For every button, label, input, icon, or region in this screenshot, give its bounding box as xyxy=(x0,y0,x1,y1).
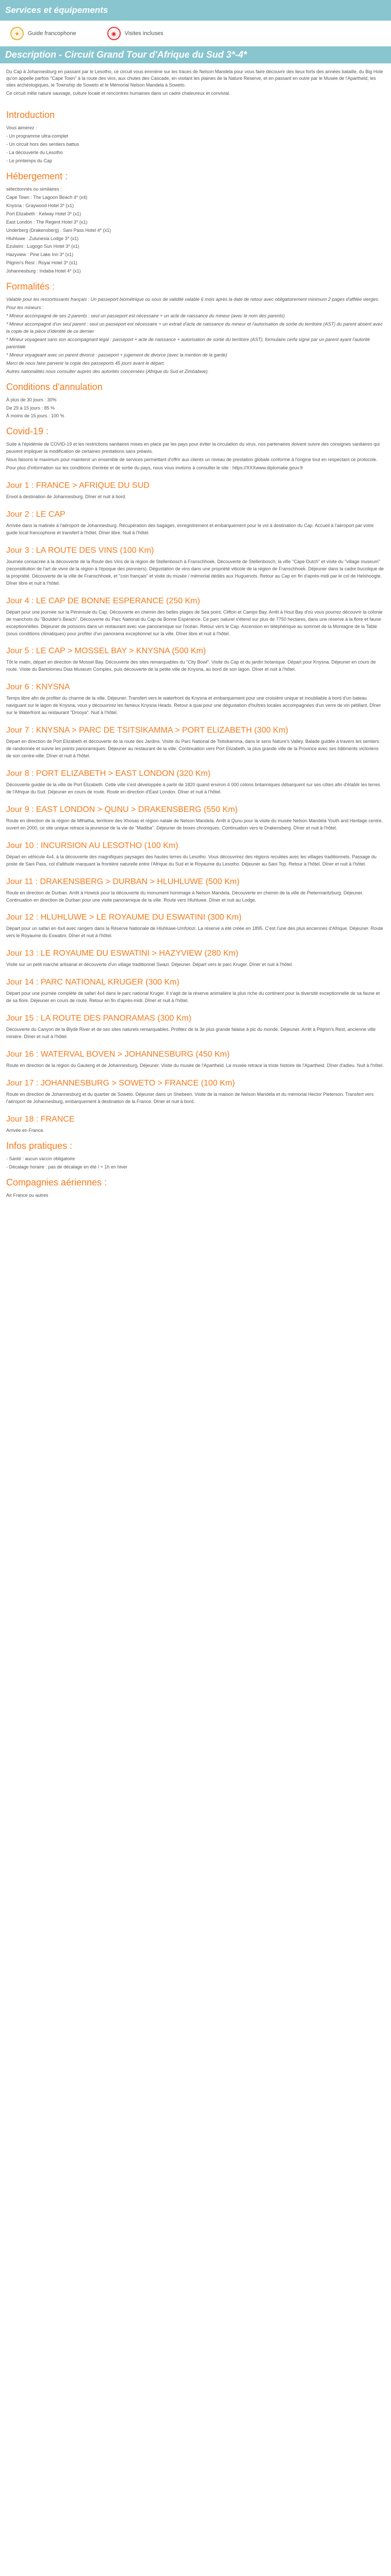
day-title: Jour 1 : FRANCE > AFRIQUE DU SUD xyxy=(6,481,150,490)
conditions-line: À moins de 15 jours : 100 % xyxy=(6,413,64,419)
covid-paragraph: Nous faisons le maximum pour maintenir un ensemble de services permettant d'offrir aux clients un niveau de prestation globale conforme à l'origine tout en respectant ce protocole. xyxy=(6,457,378,463)
day-title: Jour 8 : PORT ELIZABETH > EAST LONDON (320 Km) xyxy=(6,769,211,778)
day-text: Départ pour un safari en 4x4 avec rangers dans la Réserve Nationale de Hluhluwe-Umfolozi. La réserve a été créée en 1895. C'est l'une des plus anciennes d'Afrique. Déjeuner. Route vers le Royaume du Eswatini. Dîner et nuit à l'hôtel. xyxy=(6,926,383,939)
day-13 xyxy=(6,949,385,969)
day-title: Jour 7 : KNYSNA > PARC DE TSITSIKAMMA > PORT ELIZABETH (300 Km) xyxy=(6,726,288,735)
introduction-line: - Un circuit hors des sentiers battus xyxy=(6,142,79,147)
day-text: Découverte guidée de la ville de Port Elizabeth. Cette ville s'est développée à partir de 1820 quand environ 4 000 colons britanniques débarquent sur ses côtes afin d'établir les terres de l'Afrique du Sud. Déjeuner en cours de route. Route en direction d'East London. Dîner et nuit à l'hôtel. xyxy=(6,782,380,794)
day-title: Jour 3 : LA ROUTE DES VINS (100 Km) xyxy=(6,546,154,555)
itinerary xyxy=(0,481,391,1134)
infos-body xyxy=(6,1156,385,1171)
formalites-paragraph: * Mineur accompagné de ses 2 parents : seul un passeport est nécessaire + un acte de naissance du mineur (avec le nom des parents) xyxy=(6,313,285,319)
day-title: Jour 5 : LE CAP > MOSSEL BAY > KNYSNA (500 Km) xyxy=(6,647,206,656)
compagnies-line: Air France ou autres xyxy=(6,1192,48,1198)
day-title: Jour 16 : WATERVAL BOVEN > JOHANNESBURG (450 Km) xyxy=(6,1050,230,1059)
introduction-line: - Le printemps du Cap xyxy=(6,158,53,163)
day-text: Départ en direction de Port Elizabeth et découverte de la route des Jardins. Visite du Parc National de Tsitsikamma, dans le sens Nature's Valley. Balade guidée à travers les sentiers de randonnée et suivre les points panoramiques. Déjeuner au restaurant de la ville. Continuation vers Port Elizabeth, la plus grande ville de la Province avec ses bâtiments victoriens de son centre-ville. Dîner et nuit à l'hôtel. xyxy=(6,739,379,758)
day-title: Jour 14 : PARC NATIONAL KRUGER (300 Km) xyxy=(6,978,180,987)
day-text: Arrivée en France. xyxy=(6,1127,45,1133)
day-5 xyxy=(6,647,385,673)
day-18 xyxy=(6,1115,385,1134)
day-3 xyxy=(6,546,385,587)
description-band xyxy=(0,46,391,63)
day-15 xyxy=(6,1014,385,1041)
day-title: Jour 11 : DRAKENSBERG > DURBAN > HLUHLUWE (500 Km) xyxy=(6,877,240,886)
introduction-body xyxy=(6,125,385,165)
conditions-line: De 29 à 15 jours : 85 % xyxy=(6,405,55,411)
services-title: Services et équipements xyxy=(5,5,108,15)
formalites-paragraph: Merci de nous faire parvenir la copie des passeports 45 jours avant le départ. xyxy=(6,360,165,366)
covid-paragraph: Suite à l'épidémie de COVID-19 et les restrictions sanitaires mises en place par les pays pour éviter la circulation du virus, nos partenaires doivent suivre des consignes sanitaires qui peuvent impliquer la modification de certaines prestations sans préavis. xyxy=(6,442,380,454)
hebergement-line: sélectionnés ou similaires : xyxy=(6,186,62,192)
hebergement-line: Port Elizabeth : Kelway Hotel 3* (x1) xyxy=(6,211,82,216)
day-title: Jour 4 : LE CAP DE BONNE ESPERANCE (250 Km) xyxy=(6,596,200,605)
hebergement-line: Ezulwini : Lugogo Sun Hotel 3* (x1) xyxy=(6,244,79,249)
conditions-body xyxy=(6,397,385,420)
day-text: Visite sur un petit marché artisanal et découverte d'un village traditionnel Swazi. Déjeuner. Départ vers le parc Kruger. Dîner et nuit à l'hôtel. xyxy=(6,962,294,968)
service-guide xyxy=(10,27,76,40)
covid-paragraph: Pour plus d'information sur les conditions d'entrée et de sortie du pays, nous vous invitons à consulter le site : https://XXXwww.diplomatie.gouv.fr xyxy=(6,465,303,471)
hebergement-line: Pilgrim's Rest : Royal Hotel 3* (x1) xyxy=(6,260,77,266)
formalites-paragraph: Pour les mineurs : xyxy=(6,305,44,311)
introduction-line: - La découverte du Lesotho xyxy=(6,150,63,155)
services-band xyxy=(0,0,391,21)
service-visits xyxy=(107,27,164,40)
day-title: Jour 13 : LE ROYAUME DU ESWATINI > HAZYVIEW (280 Km) xyxy=(6,949,239,958)
hebergement-line: Hazyview : Pine Lake Inn 3* (x1) xyxy=(6,252,74,258)
formalites-title: Formalités : xyxy=(6,281,55,292)
day-text: Route en direction de Johannesburg et du quartier de Soweto. Déjeuner dans un Shebeen. Visite de la maison de Nelson Mandela et du mémorial Hector Pieterson. Transfert vers l'aéroport de Johannesburg, embarquement à destination de la France. Dîner et nuit à bord. xyxy=(6,1091,374,1104)
bottom-spacer xyxy=(0,1200,391,1211)
introduction-line: Vous aimerez : xyxy=(6,125,37,131)
description-title: Description - Circuit Grand Tour d'Afrique du Sud 3*-4* xyxy=(5,49,247,60)
guide-francophone-icon: ★ xyxy=(10,27,24,40)
day-text: Journée consacrée à la découverte de la Route des Vins de la région de Stellenbosch à Franschhoek. Découverte de Stellenbosch, la ville "Cape Dutch" et visite du "village museum" (reconstitution de l'art de vivre de la région à l'époque des pionniers). Dégustation de vins dans une propriété viticole de la région de Franschhoek. Déjeuner dans la cadre bucolique de la propriété. Découverte de la ville de Franschhoek, et "coin français" et visite du musée / mémorial dédiés aux Huguenots. Retour au Cap en fin d'après-midi par le col de Helshoogte. Dîner libre et nuit à l'hôtel. xyxy=(6,558,384,586)
day-title: Jour 10 : INCURSION AU LESOTHO (100 Km) xyxy=(6,841,178,850)
hebergement-body xyxy=(6,186,385,275)
service-label: Guide francophone xyxy=(28,30,76,37)
formalites-paragraph: * Mineur voyageant avec un parent divorcé : passeport + jugement de divorce (avec la mention de la garde) xyxy=(6,352,227,358)
visits-included-icon: ◉ xyxy=(107,27,121,40)
day-title: Jour 12 : HLUHLUWE > LE ROYAUME DU ESWATINI (300 Km) xyxy=(6,913,242,922)
hebergement-line: East London : The Regent Hotel 3* (x1) xyxy=(6,219,88,225)
day-title: Jour 17 : JOHANNESBURG > SOWETO > FRANCE (100 Km) xyxy=(6,1078,235,1088)
day-10 xyxy=(6,841,385,868)
introduction-title: Introduction xyxy=(6,110,55,121)
day-2 xyxy=(6,510,385,537)
formalites-paragraph: Valable pour les ressortissants français : Un passeport biométrique ou sous de validité valable 6 mois après la date de retour avec obligatoirement minimum 2 pages d'affilée vierges. xyxy=(6,297,380,302)
day-4 xyxy=(6,597,385,638)
compagnies-title: Compagnies aériennes : xyxy=(6,1177,107,1188)
hebergement-line: Underberg (Drakensberg) : Sani Pass Hotel 4* (x1) xyxy=(6,227,111,233)
day-17 xyxy=(6,1079,385,1106)
day-text: Départ pour une journée sur la Péninsule du Cap. Découverte en chemin des belles plages de Sea point, Clifton et Camps Bay. Arrêt à Hout Bay d'où vous pourrez découvrir la colonie de manchots du "Boulder's Beach". Découverte du Parc National du Cap de Bonne Espérance. Ce parc naturel s'étend sur plus de 7750 hectares, dans une réserve à la flore et faune exceptionnelles. Déjeuner de poissons dans un restaurant avec vue panoramique sur l'océan. Retour vers le Cap. Ascension en téléphérique au sommet de la Montagne de la Table (sous conditions climatiques) pour profiter d'un panorama exceptionnel sur la ville. Dîner libre et nuit à l'hôtel. xyxy=(6,609,383,636)
covid-body xyxy=(6,441,385,472)
conditions-line: À plus de 30 jours : 30% xyxy=(6,397,57,402)
day-text: Arrivée dans la matinée à l'aéroport de Johannesburg. Récupération des bagages, enregistrement et embarquement pour le vol à destination du Cap. Accueil à l'aéroport par votre guide local francophone et transfert à l'hôtel. Dîner libre. Nuit à l'hôtel. xyxy=(6,523,374,535)
day-16 xyxy=(6,1050,385,1070)
infos-line: - Décalage horaire : pas de décalage en été / + 1h en hiver xyxy=(6,1164,127,1170)
formalites-paragraph: * Mineur accompagné d'un seul parent : seul un passeport est nécessaire + un extrait d'acte de naissance du mineur et l'autorisation de sortie du territoire (AST) du parent absent avec la copie de la pièce d'identité de ce dernier xyxy=(6,321,383,334)
day-text: Départ pour une journée complète de safari 4x4 dans le parc national Kruger. Il s'agit de la réserve animalière la plus riche du continent pour la diversité exceptionnelle de sa faune et de sa flore. Déjeuner en cours de route. Retour en fin d'après-midi. Dîner et nuit à l'hôtel. xyxy=(6,991,380,1004)
introduction-line: - Un programme ultra-complet xyxy=(6,133,69,139)
day-8 xyxy=(6,769,385,796)
day-text: Découverte du Canyon de la Blyde River et de ses sites naturels remarquables. Profitez de la 3e plus grande falaise à pic du monde. Déjeuner. Arrêt à Pilgrim's Rest, ancienne ville minière. Dîner et nuit à l'hôtel. xyxy=(6,1027,376,1040)
day-text: Route en direction de Durban. Arrêt à Howick pour la découverte du monument hommage à Nelson Mandela. Découverte en chemin de la ville de Pietermaritzburg. Déjeuner. Continuation en direction de Durban pour une visite panoramique de la ville. Route vers Hluhluwe. Dîner et nuit au Lodge. xyxy=(6,890,364,903)
day-12 xyxy=(6,913,385,940)
day-11 xyxy=(6,877,385,904)
covid-title: Covid-19 : xyxy=(6,426,49,437)
infos-line: - Santé : aucun vaccin obligatoire xyxy=(6,1156,75,1161)
hebergement-line: Johannesburg : Indaba Hotel 4* (x1) xyxy=(6,268,81,274)
description-paragraph: Ce circuit mêle nature sauvage, culture locale et rencontres humaines dans un cadre chaleureux et convivial. xyxy=(6,91,231,96)
day-title: Jour 9 : EAST LONDON > QUNU > DRAKENSBERG (550 Km) xyxy=(6,805,238,814)
day-1 xyxy=(6,481,385,501)
formalites-body xyxy=(6,296,385,375)
hebergement-line: Knysna : Graywood Hotel 3* (x1) xyxy=(6,202,74,208)
hebergement-title: Hébergement : xyxy=(6,171,68,181)
day-text: Route en direction de la région du Gauteng et de Johannesburg. Déjeuner. Visite du musée de l'Apartheid. Le musée retrace la triste histoire de l'Apartheid. Dîner d'adieu. Nuit à l'hôtel. xyxy=(6,1063,384,1068)
day-text: Temps libre afin de profiter du charme de la ville. Déjeuner. Transfert vers le waterfront de Knysna et embarquement pour une croisière unique et inoubliable à bord d'un bateau naviguant sur le lagon de Knysna, vous y découvrirez les fameux Knysna Heads. Retour à quai pour une dégustation d'huîtres locales accompagnées d'un verre de vin pétillant. Dîner sur le Waterfront au restaurant "Drooya". Nuit à l'hôtel. xyxy=(6,696,381,716)
day-text: Route en direction de la région de Mthatha, territoire des Xhosas et région natale de Nelson Mandela. Arrêt à Qunu pour la visite du musée Nelson Mandela Youth and Heritage centre, ouvert en 2000, ce site unique retrace la jeunesse de la vie de "Madiba". Déjeuner de boxes chroniques. Continuation vers le Drakensberg. Dîner et nuit à l'hôtel. xyxy=(6,818,383,831)
day-title: Jour 6 : KNYSNA xyxy=(6,683,70,692)
day-6 xyxy=(6,683,385,717)
conditions-title: Conditions d'annulation xyxy=(6,381,103,392)
day-title: Jour 2 : LE CAP xyxy=(6,510,66,519)
formalites-paragraph: Autres nationalités nous consulter auprès des autorités concernées (Afrique du Sud et Zimbabwe). xyxy=(6,368,209,374)
day-text: Envol à destination de Johannesburg. Dîner et nuit à bord. xyxy=(6,494,126,500)
day-text: Départ en véhicule 4x4, à la découverte des magnifiques paysages des hautes terres du Lesotho. Vous découvrirez des régions reculées avec les villages traditionnels. Passage du poste de Sani Pass, col d'altitude marquant la frontière naturelle entre l'Afrique du Sud et le Royaume du Lesotho. Déjeuner au Sani Top. Retour à l'hôtel. Dîner et nuit à l'hôtel. xyxy=(6,854,377,867)
day-14 xyxy=(6,978,385,1005)
hebergement-line: Cape Town : The Lagoon Beach 4* (x4) xyxy=(6,194,88,200)
day-9 xyxy=(6,805,385,832)
day-title: Jour 18 : FRANCE xyxy=(6,1114,75,1124)
description-body xyxy=(0,63,391,104)
service-label: Visites incluses xyxy=(124,30,164,37)
compagnies-body xyxy=(6,1192,385,1199)
infos-title: Infos pratiques : xyxy=(6,1140,73,1151)
description-paragraph: Du Cap à Johannesburg en passant par le Lesotho, ce circuit vous emmène sur les traces de Nelson Mandela pour vous faire découvrir des lieux forts des années bataille, du Big Hole qu'on appelle parfois "Cape Town" à la route des vins, aux chutes des Cascade, en visitant les plaines de la Nature Reserve, et en passant en outre par le Musée de l'Apartheid, les sites archéologiques, le Township de Soweto et le Mémorial Nelson Mandela à Soweto. xyxy=(6,69,383,88)
formalites-paragraph: * Mineur voyageant sans son accompagnant légal : passeport + acte de naissance + autorisation de sortie du territoire (AST), formulaire cerfa signé par un parent ayant l'autorité parentale xyxy=(6,336,370,349)
hebergement-line: Hluhluwe : Zulunesia Lodge 3* (x1) xyxy=(6,235,79,241)
services-list xyxy=(0,21,391,46)
day-text: Tôt le matin, départ en direction de Mossel Bay. Découverte des sites remarquables du "City Bowl". Visite du Cap et du jardin botanique. Départ pour Knysna. Déjeuner en cours de route. Visite du Bartolomeu Dias Museum Complex, puis découverte de la petite ville de Knysna, au bord de son lagon. Dîner et nuit à l'hôtel. xyxy=(6,659,376,672)
day-7 xyxy=(6,726,385,760)
day-title: Jour 15 : LA ROUTE DES PANORAMAS (300 Km) xyxy=(6,1014,191,1023)
